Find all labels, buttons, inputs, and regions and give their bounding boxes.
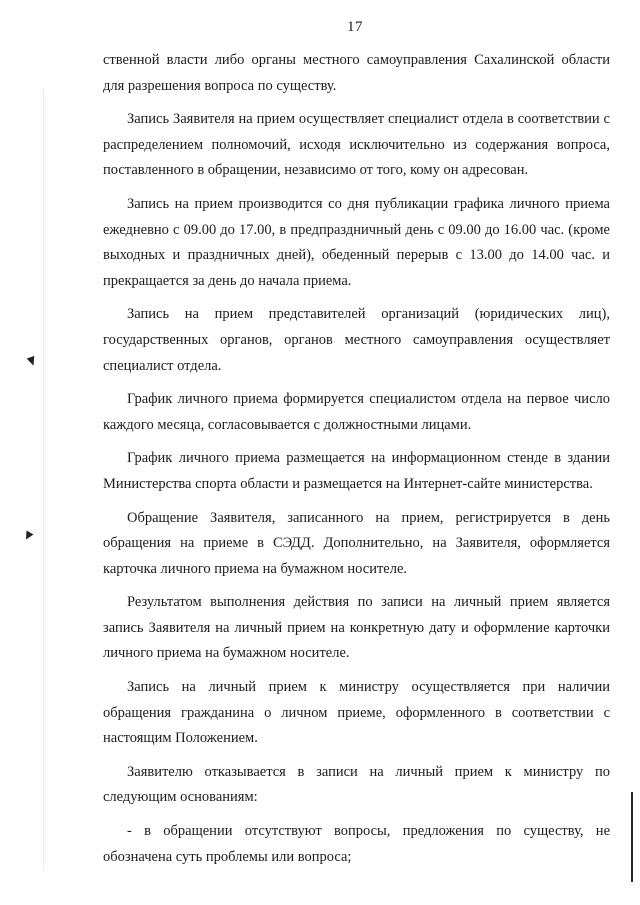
document-body (103, 48, 610, 870)
paragraph: Запись на прием представителей организаций (юридических лиц), государственных органов, органов местного самоуправления осуществляет специалист отдела. (103, 306, 610, 374)
page-number: 17 (347, 19, 363, 35)
paragraph: Заявителю отказывается в записи на личный прием к министру по следующим основаниям: (103, 763, 610, 806)
paragraph: Обращение Заявителя, записанного на прием, регистрируется в день обращения на приеме в СЭДД. Дополнительно, на Заявителя, оформляется карточка личного приема на бумажном носителе. (103, 509, 610, 577)
paragraph: Запись Заявителя на прием осуществляет специалист отдела в соответствии с распределением полномочий, исходя исключительно из содержания вопроса, поставленного в обращении, независимо от того, кому он адресован. (103, 111, 610, 179)
scan-margin-dots (43, 90, 45, 870)
paragraph: Запись на прием производится со дня публикации графика личного приема ежедневно с 09.00 до 17.00, в предпраздничный день с 09.00 до 16.00 час. (кроме выходных и праздничных дней), обеденный перерыв с 13.00 до 14.00 час. и прекращается за день до начала приема. (103, 195, 610, 289)
scan-mark (27, 356, 38, 367)
list-item: - в обращении отсутствуют вопросы, предложения по существу, не обозначена суть проблемы или вопроса; (103, 823, 610, 865)
paragraph: Результатом выполнения действия по записи на личный прием является запись Заявителя на личный прием на конкретную дату и оформление карточки личного приема на бумажном носителе. (103, 594, 610, 662)
scan-mark (23, 531, 34, 542)
paragraph: ственной власти либо органы местного самоуправления Сахалинской области для разрешения вопроса по существу. (103, 52, 610, 94)
paragraph: График личного приема формируется специалистом отдела на первое число каждого месяца, согласовывается с должностными лицами. (103, 391, 610, 433)
paragraph: График личного приема размещается на информационном стенде в здании Министерства спорта области и размещается на Интернет-сайте министерства. (103, 450, 610, 492)
paragraph: Запись на личный прием к министру осуществляется при наличии обращения гражданина о личном приеме, оформленного в соответствии с настоящим Положением. (103, 679, 610, 747)
scan-edge-line (631, 792, 633, 882)
